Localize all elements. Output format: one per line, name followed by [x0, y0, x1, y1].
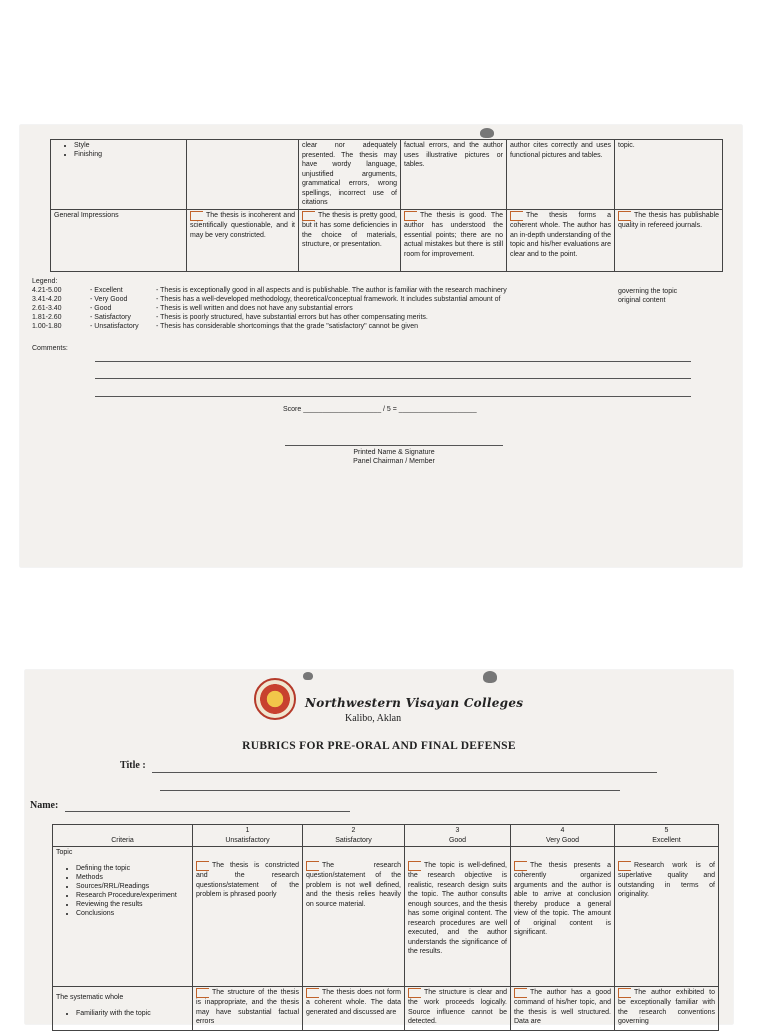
rating-checkbox[interactable]: [404, 211, 417, 221]
criteria-item: • Reviewing the results: [76, 900, 189, 909]
column-header: Criteria: [53, 825, 193, 847]
legend-row: 2.61-3.40 - Good - Thesis is well written and does not have any substantial errors: [32, 305, 353, 312]
criteria-cell: Topic • Defining the topic • Methods • Sources/RRL/Readings • Research Procedure/experiment • Reviewing the results • Conclusions: [53, 847, 193, 987]
criteria-cell: [51, 140, 187, 210]
legend-row: 1.00-1.80 - Unsatisfactory - Thesis has considerable shortcomings that the grade "satisfactory" cannot be given: [32, 323, 419, 330]
title-label: Title :: [120, 760, 146, 771]
rubric-page-first: [25, 670, 733, 1024]
rating-cell: The structure is clear and the work proceeds logically. Source influence cannot be detected.: [405, 987, 511, 1031]
signature-line[interactable]: [285, 445, 503, 446]
rating-checkbox[interactable]: [618, 211, 631, 221]
rating-cell: The author exhibited to be exceptionally familiar with the research conventions governing: [615, 987, 719, 1031]
rating-cell: Research work is of superlative quality and outstanding in terms of originality.: [615, 847, 719, 987]
criteria-item: • Finishing: [74, 150, 183, 159]
rating-cell: factual errors, and the author uses illustrative pictures or tables.: [401, 140, 507, 210]
rating-checkbox[interactable]: [408, 861, 421, 871]
rubric-page-continuation: [20, 125, 742, 567]
criteria-cell: General Impressions: [51, 210, 187, 272]
criteria-item: • Familiarity with the topic: [76, 1009, 189, 1018]
rating-checkbox[interactable]: [306, 988, 319, 998]
rating-cell: [187, 140, 299, 210]
rating-cell: author cites correctly and uses functional pictures and tables.: [507, 140, 615, 210]
title-line[interactable]: [160, 790, 620, 791]
rating-checkbox[interactable]: [510, 211, 523, 221]
rating-checkbox[interactable]: [190, 211, 203, 221]
tape-mark: [480, 128, 494, 138]
side-note: governing the topic original content: [618, 288, 678, 304]
criteria-item: • Defining the topic: [76, 864, 189, 873]
college-location: Kalibo, Aklan: [345, 713, 402, 724]
legend-title: Legend:: [32, 278, 58, 285]
table-header-row: [53, 825, 719, 847]
rating-cell: topic.: [615, 140, 723, 210]
rating-checkbox[interactable]: [618, 861, 631, 871]
criteria-item: • Sources/RRL/Readings: [76, 882, 189, 891]
name-line[interactable]: [65, 811, 350, 812]
column-header: 5 Excellent: [615, 825, 719, 847]
document-title: RUBRICS FOR PRE-ORAL AND FINAL DEFENSE: [242, 740, 516, 752]
tape-mark: [303, 672, 313, 680]
rating-cell: The research question/statement of the problem is not well defined, and the thesis relies heavily on source material.: [303, 847, 405, 987]
criteria-item: • Methods: [76, 873, 189, 882]
rubric-table: [52, 824, 719, 1031]
rating-checkbox[interactable]: [514, 988, 527, 998]
score-field[interactable]: Score ____________________ / 5 = ____________________: [283, 406, 477, 413]
rating-cell: The structure of the thesis is inappropriate, and the thesis may have substantial factual errors: [193, 987, 303, 1031]
rating-cell: The thesis has publishable quality in refereed journals.: [615, 210, 723, 272]
criteria-item: • Conclusions: [76, 909, 189, 918]
college-name: Northwestern Visayan Colleges: [305, 696, 524, 710]
rating-cell: The thesis is constricted and the research questions/statement of the problem is phrased poorly: [193, 847, 303, 987]
rating-checkbox[interactable]: [196, 861, 209, 871]
column-header: 4 Very Good: [511, 825, 615, 847]
rating-cell: The thesis is pretty good, but it has some deficiencies in the choice of materials, structure, or presentation.: [299, 210, 401, 272]
criteria-cell: The systematic whole • Familiarity with the topic: [53, 987, 193, 1031]
rating-checkbox[interactable]: [514, 861, 527, 871]
column-header: 3 Good: [405, 825, 511, 847]
legend-row: 4.21-5.00 - Excellent - Thesis is exceptionally good in all aspects and is publishable. The author is familiar with the research machinery: [32, 287, 507, 294]
rubric-table-continued: [50, 139, 723, 272]
column-header: 2 Satisfactory: [303, 825, 405, 847]
criteria-item: • Research Procedure/experiment: [76, 891, 189, 900]
name-label: Name:: [30, 800, 59, 811]
rating-checkbox[interactable]: [302, 211, 315, 221]
column-header: 1 Unsatisfactory: [193, 825, 303, 847]
rating-checkbox[interactable]: [618, 988, 631, 998]
rating-checkbox[interactable]: [196, 988, 209, 998]
rating-cell: The thesis presents a coherently organized arguments and the author is able to arrive at conclusion thereby produce a general view of the topic. The amount of original content is significant.: [511, 847, 615, 987]
table-row: [51, 210, 723, 272]
comment-line[interactable]: [95, 378, 691, 379]
comment-line[interactable]: [95, 396, 691, 397]
comment-line[interactable]: [95, 361, 691, 362]
rating-cell: clear nor adequately presented. The thesis may have wordy language, unjustified arguments, grammatical errors, wrong spellings, incorrect use of citations: [299, 140, 401, 210]
legend: [32, 277, 586, 331]
table-row: [51, 140, 723, 210]
table-row: [53, 847, 719, 987]
rating-cell: The thesis does not form a coherent whole. The data generated and discussed are: [303, 987, 405, 1031]
legend-row: 3.41-4.20 - Very Good - Thesis has a well-developed methodology, theoretical/conceptual framework. It includes substantial amount of: [32, 296, 501, 303]
college-seal-icon: [254, 678, 296, 720]
title-line[interactable]: [152, 772, 657, 773]
rating-cell: The topic is well-defined, the research objective is realistic, research design suits the topic. The author consults enough sources, and the thesis has some original content. The research procedures are well executed, and the author understands the significance of the results.: [405, 847, 511, 987]
signature-caption: Printed Name & Signature Panel Chairman / Member: [353, 449, 435, 465]
rating-checkbox[interactable]: [408, 988, 421, 998]
rating-cell: The thesis forms a coherent whole. The author has an in-depth understanding of the topic and his/her evaluations are clear and to the point.: [507, 210, 615, 272]
rating-cell: The thesis is incoherent and scientifically questionable, and it may be very constricted.: [187, 210, 299, 272]
legend-row: 1.81-2.60 - Satisfactory - Thesis is poorly structured, have substantial errors but has other compensating merits.: [32, 314, 428, 321]
rating-cell: The thesis is good. The author has understood the essential points; there are no actual mistakes but there is still room for improvement.: [401, 210, 507, 272]
tape-mark: [483, 671, 497, 683]
criteria-item: • Style: [74, 141, 183, 150]
rating-checkbox[interactable]: [306, 861, 319, 871]
rating-cell: The author has a good command of his/her topic, and the thesis is well structured. Data are: [511, 987, 615, 1031]
comments-label: Comments:: [32, 345, 68, 352]
